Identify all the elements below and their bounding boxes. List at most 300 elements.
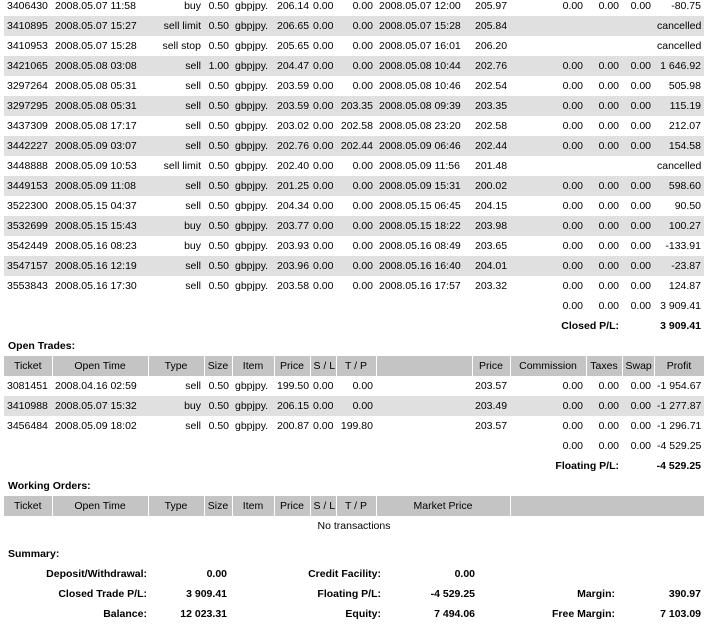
open-trades-header-cell[interactable]: Item xyxy=(232,356,274,376)
open-trade-cell: 0.00 xyxy=(313,420,334,432)
closed-trade-cell: 0.50 xyxy=(208,240,229,252)
closed-trade-cell: 2008.05.08 03:08 xyxy=(52,56,148,76)
working-orders-header-cell[interactable] xyxy=(510,496,704,516)
closed-pl-label: Closed P/L: xyxy=(561,320,619,332)
closed-trade-cell: gbpjpy. xyxy=(235,200,269,212)
closed-trade-cell: 0.00 xyxy=(598,120,619,132)
closed-trade-cell: 0.00 xyxy=(586,136,622,156)
closed-trade-cell: 2008.05.16 17:57 xyxy=(379,280,461,292)
closed-trade-cell: 205.65 xyxy=(277,40,310,52)
closed-trade-cell: 0.00 xyxy=(630,280,651,292)
open-trades-header-cell[interactable]: Size xyxy=(204,356,232,376)
closed-trade-row xyxy=(4,56,704,76)
closed-trade-cell: 2008.05.08 09:39 xyxy=(376,96,472,116)
closed-trade-cell: 115.19 xyxy=(654,96,704,116)
closed-trade-cell: 598.60 xyxy=(654,176,704,196)
closed-trade-cell: 0.50 xyxy=(208,200,229,212)
closed-trade-cell: 202.58 xyxy=(340,120,373,132)
open-trade-cell: 0.50 xyxy=(204,396,232,416)
open-trade-cell: sell xyxy=(185,420,201,432)
closed-trade-cell: 0.50 xyxy=(208,160,229,172)
closed-trade-cell: 202.40 xyxy=(277,160,310,172)
closed-trade-cell: 3297264 xyxy=(7,80,48,92)
closed-trade-cell: 0.00 xyxy=(336,176,376,196)
closed-trade-row xyxy=(4,136,704,156)
open-trades-header-cell[interactable]: Commission xyxy=(510,356,586,376)
closed-trade-cell: 0.00 xyxy=(630,120,651,132)
closed-trade-cell: gbpjpy. xyxy=(232,16,274,36)
closed-trade-cell: 0.00 xyxy=(352,40,373,52)
closed-trade-cell: 2008.05.15 18:22 xyxy=(376,216,472,236)
closed-trade-cell: 202.44 xyxy=(336,136,376,156)
closed-trade-cell: 202.76 xyxy=(274,136,310,156)
open-trade-cell: 0.00 xyxy=(630,380,651,392)
open-trade-cell: 0.00 xyxy=(562,380,583,392)
closed-total-taxes: 0.00 xyxy=(598,300,619,312)
closed-trade-cell: sell limit xyxy=(148,16,204,36)
closed-trade-cell: 2008.05.08 10:44 xyxy=(376,56,472,76)
closed-trade-cell: 2008.05.09 11:56 xyxy=(379,160,460,172)
summary-floating-pl-value: -4 529.25 xyxy=(430,588,475,600)
floating-pl-label: Floating P/L: xyxy=(555,460,619,472)
closed-trade-cell: 0.00 xyxy=(352,200,373,212)
closed-trade-cell: 3542449 xyxy=(7,240,48,252)
closed-trade-cell: 0.00 xyxy=(313,280,334,292)
closed-trade-cell: 3421065 xyxy=(4,56,52,76)
closed-trade-row xyxy=(4,0,704,16)
closed-trade-cell: sell xyxy=(148,176,204,196)
closed-trade-cell: 0.00 xyxy=(562,240,583,252)
closed-trade-cell: 201.48 xyxy=(475,160,508,172)
closed-trade-cell: 203.58 xyxy=(277,280,310,292)
closed-trade-cell: 0.00 xyxy=(630,0,651,12)
open-trades-header-cell[interactable]: T / P xyxy=(336,356,376,376)
closed-trade-cell: 204.47 xyxy=(274,56,310,76)
closed-trade-row xyxy=(4,156,704,176)
closed-trade-cell: 0.00 xyxy=(352,80,373,92)
balance-label: Balance: xyxy=(103,608,147,620)
closed-trades-body xyxy=(4,0,704,296)
closed-trade-cell: cancelled xyxy=(657,40,702,52)
closed-trade-cell: -80.75 xyxy=(671,0,701,12)
closed-total-swap: 0.00 xyxy=(630,300,651,312)
closed-trade-cell: 1.00 xyxy=(204,56,232,76)
closed-trade-cell: 154.58 xyxy=(654,136,704,156)
closed-trade-cell xyxy=(622,36,654,56)
open-trade-cell: 3081451 xyxy=(7,380,48,392)
closed-trade-cell: 2008.05.07 16:01 xyxy=(379,40,461,52)
closed-trade-cell: 204.34 xyxy=(277,200,310,212)
closed-trade-cell: buy xyxy=(184,0,201,12)
summary-floating-pl-label: Floating P/L: xyxy=(317,588,381,600)
open-trade-cell: 199.50 xyxy=(277,380,310,392)
open-trade-cell: 0.00 xyxy=(598,380,619,392)
closed-trade-cell: 0.00 xyxy=(562,0,583,12)
open-trades-header-cell[interactable]: Price xyxy=(274,356,310,376)
closed-trade-cell: 3553843 xyxy=(7,280,48,292)
open-trade-cell: 2008.04.16 02:59 xyxy=(55,380,137,392)
closed-trade-row xyxy=(4,16,704,36)
open-trade-cell: 2008.05.09 18:02 xyxy=(55,420,137,432)
open-trade-cell: 2008.05.07 15:32 xyxy=(52,396,148,416)
closed-trade-cell: 203.77 xyxy=(274,216,310,236)
closed-trade-cell: 0.00 xyxy=(598,200,619,212)
open-trade-cell: 0.00 xyxy=(336,396,376,416)
closed-trade-cell: 0.00 xyxy=(586,256,622,276)
closed-trade-cell: 2008.05.07 15:28 xyxy=(376,16,472,36)
closed-trade-cell: 0.00 xyxy=(336,16,376,36)
open-trade-cell: 0.50 xyxy=(208,380,229,392)
closed-trade-cell: 0.50 xyxy=(208,40,229,52)
closed-trade-cell: 2008.05.16 08:49 xyxy=(379,240,461,252)
open-trade-cell: gbpjpy. xyxy=(235,420,269,432)
open-trade-cell: 0.00 xyxy=(562,420,583,432)
open-trade-cell: 0.00 xyxy=(310,396,336,416)
closed-trade-cell: 203.98 xyxy=(472,216,510,236)
closed-trade-cell: gbpjpy. xyxy=(235,240,269,252)
closed-trade-cell: gbpjpy. xyxy=(232,176,274,196)
closed-trade-cell: 0.00 xyxy=(310,136,336,156)
open-trade-cell: 0.00 xyxy=(510,396,586,416)
working-orders-table xyxy=(4,496,705,536)
closed-trade-cell xyxy=(586,16,622,36)
open-totals-row xyxy=(4,436,704,456)
closed-trade-cell: 3448888 xyxy=(7,160,48,172)
closed-trade-cell: 2008.05.08 05:31 xyxy=(55,80,137,92)
open-trade-cell: 0.50 xyxy=(208,420,229,432)
closed-trade-cell: -23.87 xyxy=(654,256,704,276)
closed-trade-cell: 2008.05.07 15:27 xyxy=(52,16,148,36)
margin-value: 390.97 xyxy=(668,588,701,600)
closed-totals-row xyxy=(4,296,704,316)
closed-trade-cell: 202.58 xyxy=(475,120,508,132)
closed-trade-cell: 0.00 xyxy=(313,40,334,52)
closed-trade-cell: 2008.05.16 16:40 xyxy=(376,256,472,276)
closed-trade-cell: 203.93 xyxy=(277,240,310,252)
closed-trade-cell: sell xyxy=(185,120,201,132)
open-trade-cell: -1 954.67 xyxy=(657,380,702,392)
closed-trade-cell: 2008.05.16 17:30 xyxy=(55,280,137,292)
open-trade-cell: 3456484 xyxy=(7,420,48,432)
open-trades-body xyxy=(4,376,704,436)
open-trades-header-cell[interactable]: S / L xyxy=(310,356,336,376)
open-trades-header xyxy=(4,356,704,376)
open-trades-header-cell[interactable]: Swap xyxy=(622,356,654,376)
closed-trade-cell: 3442227 xyxy=(4,136,52,156)
deposit-label: Deposit/Withdrawal: xyxy=(46,568,147,580)
closed-trade-cell: 0.00 xyxy=(310,216,336,236)
closed-trade-row xyxy=(4,96,704,116)
open-trade-cell: 203.57 xyxy=(475,380,508,392)
closed-trade-cell: 0.00 xyxy=(510,176,586,196)
closed-trade-cell: gbpjpy. xyxy=(235,40,269,52)
closed-trade-cell: 90.50 xyxy=(674,200,701,212)
working-orders-header-cell[interactable]: S / L xyxy=(310,496,336,516)
closed-trade-cell: sell xyxy=(148,96,204,116)
working-orders-header-cell[interactable]: Type xyxy=(148,496,204,516)
working-orders-header-cell[interactable]: Ticket xyxy=(4,496,52,516)
open-trades-header-cell[interactable] xyxy=(376,356,472,376)
working-orders-header-cell[interactable]: Open Time xyxy=(52,496,148,516)
closed-trade-row xyxy=(4,176,704,196)
open-trade-row xyxy=(4,396,704,416)
closed-trade-cell: 2008.05.07 11:58 xyxy=(55,0,136,12)
closed-trade-cell: 0.50 xyxy=(208,120,229,132)
closed-trade-cell: 204.15 xyxy=(475,200,508,212)
closed-trade-cell xyxy=(510,16,586,36)
summary-row-1 xyxy=(4,564,704,584)
open-trade-cell: 0.00 xyxy=(313,380,334,392)
closed-trade-cell: 203.65 xyxy=(475,240,508,252)
open-trade-cell: 0.00 xyxy=(352,380,373,392)
closed-trade-cell: 0.50 xyxy=(204,256,232,276)
free-margin-label: Free Margin: xyxy=(551,608,615,620)
closed-trade-cell: 202.76 xyxy=(472,56,510,76)
closed-trade-cell: 0.00 xyxy=(352,240,373,252)
closed-trade-cell: 505.98 xyxy=(668,80,701,92)
closed-trade-cell: 0.00 xyxy=(622,176,654,196)
closed-trade-cell: 0.00 xyxy=(586,96,622,116)
free-margin-value: 7 103.09 xyxy=(660,608,701,620)
closed-trade-cell: 0.00 xyxy=(310,256,336,276)
open-trade-cell: gbpjpy. xyxy=(235,380,269,392)
open-total-swap: 0.00 xyxy=(630,440,651,452)
closed-trade-cell: cancelled xyxy=(657,160,702,172)
margin-label: Margin: xyxy=(577,588,615,600)
closed-trade-cell: 203.35 xyxy=(336,96,376,116)
open-total-commission: 0.00 xyxy=(562,440,583,452)
open-trade-row xyxy=(4,416,704,436)
closed-trade-cell: 203.59 xyxy=(274,96,310,116)
closed-trade-cell xyxy=(510,156,586,176)
closed-trade-cell: 0.00 xyxy=(510,256,586,276)
closed-trade-cell: 2008.05.07 15:28 xyxy=(55,40,137,52)
closed-trade-cell: 0.00 xyxy=(313,240,334,252)
closed-trade-cell: 0.50 xyxy=(208,80,229,92)
open-trade-cell: buy xyxy=(148,396,204,416)
closed-trade-cell: buy xyxy=(148,216,204,236)
closed-trade-cell: 0.00 xyxy=(562,280,583,292)
closed-trade-cell: 0.00 xyxy=(336,256,376,276)
closed-trade-cell: 3547157 xyxy=(4,256,52,276)
open-trade-cell: 3410988 xyxy=(4,396,52,416)
summary-row-3 xyxy=(4,604,704,624)
closed-trade-cell: 0.00 xyxy=(313,200,334,212)
closed-trade-cell: 0.00 xyxy=(310,96,336,116)
closed-trade-cell: 3410895 xyxy=(4,16,52,36)
closed-trade-cell: 2008.05.08 10:46 xyxy=(379,80,461,92)
closed-trade-cell: 0.00 xyxy=(586,216,622,236)
closed-trade-cell: 0.00 xyxy=(313,120,334,132)
closed-trade-cell: gbpjpy. xyxy=(232,216,274,236)
closed-trade-cell: 2008.05.09 15:31 xyxy=(376,176,472,196)
closed-trade-cell: 203.96 xyxy=(274,256,310,276)
closed-trade-cell xyxy=(586,156,622,176)
closed-trade-cell: 0.50 xyxy=(204,96,232,116)
open-trade-cell xyxy=(376,376,472,396)
closed-trade-cell: 201.25 xyxy=(274,176,310,196)
closed-trade-cell: 0.00 xyxy=(352,160,373,172)
open-trade-cell xyxy=(376,416,472,436)
closed-trade-cell: 3297295 xyxy=(4,96,52,116)
closed-trade-cell: 124.87 xyxy=(668,280,701,292)
closed-trade-cell: 0.00 xyxy=(510,136,586,156)
closed-trade-cell: gbpjpy. xyxy=(235,80,269,92)
closed-trade-cell: 0.00 xyxy=(622,96,654,116)
closed-trade-cell: 0.00 xyxy=(586,176,622,196)
open-trade-cell: 200.87 xyxy=(277,420,310,432)
closed-trade-cell: gbpjpy. xyxy=(232,136,274,156)
closed-trade-cell: 0.50 xyxy=(204,176,232,196)
closed-trade-cell: 2008.05.08 05:31 xyxy=(52,96,148,116)
working-orders-title: Working Orders: xyxy=(8,480,91,492)
open-trade-cell: sell xyxy=(185,380,201,392)
floating-pl-row xyxy=(4,456,704,476)
floating-pl-value: -4 529.25 xyxy=(656,460,701,472)
working-orders-header-cell[interactable]: Market Price xyxy=(376,496,510,516)
closed-trades-table xyxy=(4,0,704,336)
closed-trade-cell: 0.00 xyxy=(622,56,654,76)
closed-trade-cell xyxy=(622,156,654,176)
closed-trade-cell: 2008.05.09 06:46 xyxy=(376,136,472,156)
working-orders-header-cell[interactable]: Size xyxy=(204,496,232,516)
open-trades-header-cell[interactable]: Type xyxy=(148,356,204,376)
open-trade-cell: 199.80 xyxy=(340,420,373,432)
working-orders-header-cell[interactable]: Price xyxy=(274,496,310,516)
closed-trade-cell: -133.91 xyxy=(665,240,701,252)
credit-label: Credit Facility: xyxy=(308,568,381,580)
open-trade-cell: 0.00 xyxy=(630,420,651,432)
closed-trade-cell: 212.07 xyxy=(668,120,701,132)
working-orders-header xyxy=(4,496,704,516)
closed-trade-cell: 100.27 xyxy=(654,216,704,236)
closed-trade-pl-value: 3 909.41 xyxy=(186,588,227,600)
closed-trade-cell: 0.00 xyxy=(562,200,583,212)
balance-value: 12 023.31 xyxy=(180,608,227,620)
closed-trade-cell: 0.00 xyxy=(622,256,654,276)
working-orders-header-cell[interactable]: T / P xyxy=(336,496,376,516)
closed-trade-cell: 0.00 xyxy=(510,216,586,236)
closed-trade-cell: 2008.05.09 11:08 xyxy=(52,176,148,196)
equity-value: 7 494.06 xyxy=(434,608,475,620)
closed-trade-cell: 204.01 xyxy=(472,256,510,276)
closed-trade-cell: gbpjpy. xyxy=(235,160,269,172)
open-trade-cell: -1 277.87 xyxy=(654,396,704,416)
closed-trade-cell: 0.00 xyxy=(630,80,651,92)
open-total-taxes: 0.00 xyxy=(598,440,619,452)
open-trade-cell xyxy=(376,396,472,416)
closed-trade-row xyxy=(4,116,704,136)
open-trade-cell: 0.00 xyxy=(622,396,654,416)
open-trades-header-cell[interactable]: Profit xyxy=(654,356,704,376)
open-trades-header-cell[interactable]: Ticket xyxy=(4,356,52,376)
closed-trade-cell: 0.00 xyxy=(313,0,334,12)
closed-trade-cell: sell xyxy=(148,56,204,76)
closed-trade-cell: 0.00 xyxy=(598,280,619,292)
closed-trade-cell: 0.50 xyxy=(204,216,232,236)
closed-trade-cell: 0.00 xyxy=(510,96,586,116)
closed-trade-row xyxy=(4,236,704,256)
closed-pl-row xyxy=(4,316,704,336)
closed-trade-cell: gbpjpy. xyxy=(235,280,269,292)
closed-trade-cell: 3522300 xyxy=(7,200,48,212)
summary-table xyxy=(4,564,704,624)
closed-trade-cell: 2008.05.15 06:45 xyxy=(379,200,461,212)
closed-trade-row xyxy=(4,196,704,216)
deposit-value: 0.00 xyxy=(206,568,227,580)
closed-trade-cell: buy xyxy=(184,240,201,252)
open-trades-title: Open Trades: xyxy=(8,340,76,352)
closed-trade-cell: 3406430 xyxy=(7,0,48,12)
closed-trade-cell: 205.84 xyxy=(472,16,510,36)
working-orders-header-cell[interactable]: Item xyxy=(232,496,274,516)
closed-trade-cell: 1 646.92 xyxy=(654,56,704,76)
closed-trade-cell: 202.44 xyxy=(472,136,510,156)
closed-trade-cell: 0.00 xyxy=(598,240,619,252)
closed-trade-cell: 203.02 xyxy=(277,120,310,132)
closed-trade-cell: 0.00 xyxy=(630,200,651,212)
closed-trade-cell: 2008.05.09 03:07 xyxy=(52,136,148,156)
closed-trade-cell: sell stop xyxy=(162,40,201,52)
equity-label: Equity: xyxy=(345,608,381,620)
open-trade-cell: gbpjpy. xyxy=(232,396,274,416)
open-trades-table xyxy=(4,356,705,476)
closed-trade-cell: 0.50 xyxy=(208,280,229,292)
summary-row-2 xyxy=(4,584,704,604)
closed-trade-cell xyxy=(622,16,654,36)
closed-trade-cell: 0.00 xyxy=(313,80,334,92)
closed-trade-cell: 0.00 xyxy=(622,136,654,156)
closed-trade-cell: gbpjpy. xyxy=(232,256,274,276)
closed-trade-cell: 2008.05.16 08:23 xyxy=(55,240,137,252)
closed-trade-cell: 2008.05.08 17:17 xyxy=(55,120,137,132)
closed-trade-cell: gbpjpy. xyxy=(232,96,274,116)
open-trades-header-cell[interactable]: Price xyxy=(472,356,510,376)
closed-trade-cell xyxy=(586,36,622,56)
closed-trade-cell: 0.00 xyxy=(562,120,583,132)
open-trade-cell: 203.57 xyxy=(475,420,508,432)
closed-trade-cell: 3532699 xyxy=(4,216,52,236)
open-total-profit: -4 529.25 xyxy=(657,440,702,452)
open-trade-cell: -1 296.71 xyxy=(657,420,702,432)
closed-trade-cell: 0.00 xyxy=(510,56,586,76)
closed-trade-cell: 200.02 xyxy=(472,176,510,196)
closed-trade-cell: 0.00 xyxy=(622,216,654,236)
closed-trade-cell: sell xyxy=(185,280,201,292)
open-trade-cell: 206.15 xyxy=(274,396,310,416)
closed-trade-cell: 0.00 xyxy=(352,0,373,12)
open-trade-cell: 0.00 xyxy=(598,420,619,432)
closed-trade-cell: 0.00 xyxy=(310,16,336,36)
closed-trade-cell: 0.00 xyxy=(336,56,376,76)
closed-trade-cell: 0.00 xyxy=(310,56,336,76)
closed-trade-cell: 206.65 xyxy=(274,16,310,36)
closed-trade-cell: 3437309 xyxy=(7,120,48,132)
closed-trade-cell: 206.20 xyxy=(475,40,508,52)
closed-trade-cell: 0.00 xyxy=(586,56,622,76)
closed-trade-cell: sell xyxy=(185,200,201,212)
closed-trade-cell: 203.35 xyxy=(472,96,510,116)
open-trades-header-cell[interactable]: Open Time xyxy=(52,356,148,376)
closed-trade-cell: 202.54 xyxy=(475,80,508,92)
closed-trade-cell: 0.00 xyxy=(598,80,619,92)
closed-trade-cell xyxy=(510,36,586,56)
closed-trade-cell: 3449153 xyxy=(4,176,52,196)
closed-trade-row xyxy=(4,276,704,296)
open-trades-header-cell[interactable]: Taxes xyxy=(586,356,622,376)
no-transactions-text: No transactions xyxy=(317,520,391,532)
closed-trade-cell: 205.97 xyxy=(475,0,508,12)
